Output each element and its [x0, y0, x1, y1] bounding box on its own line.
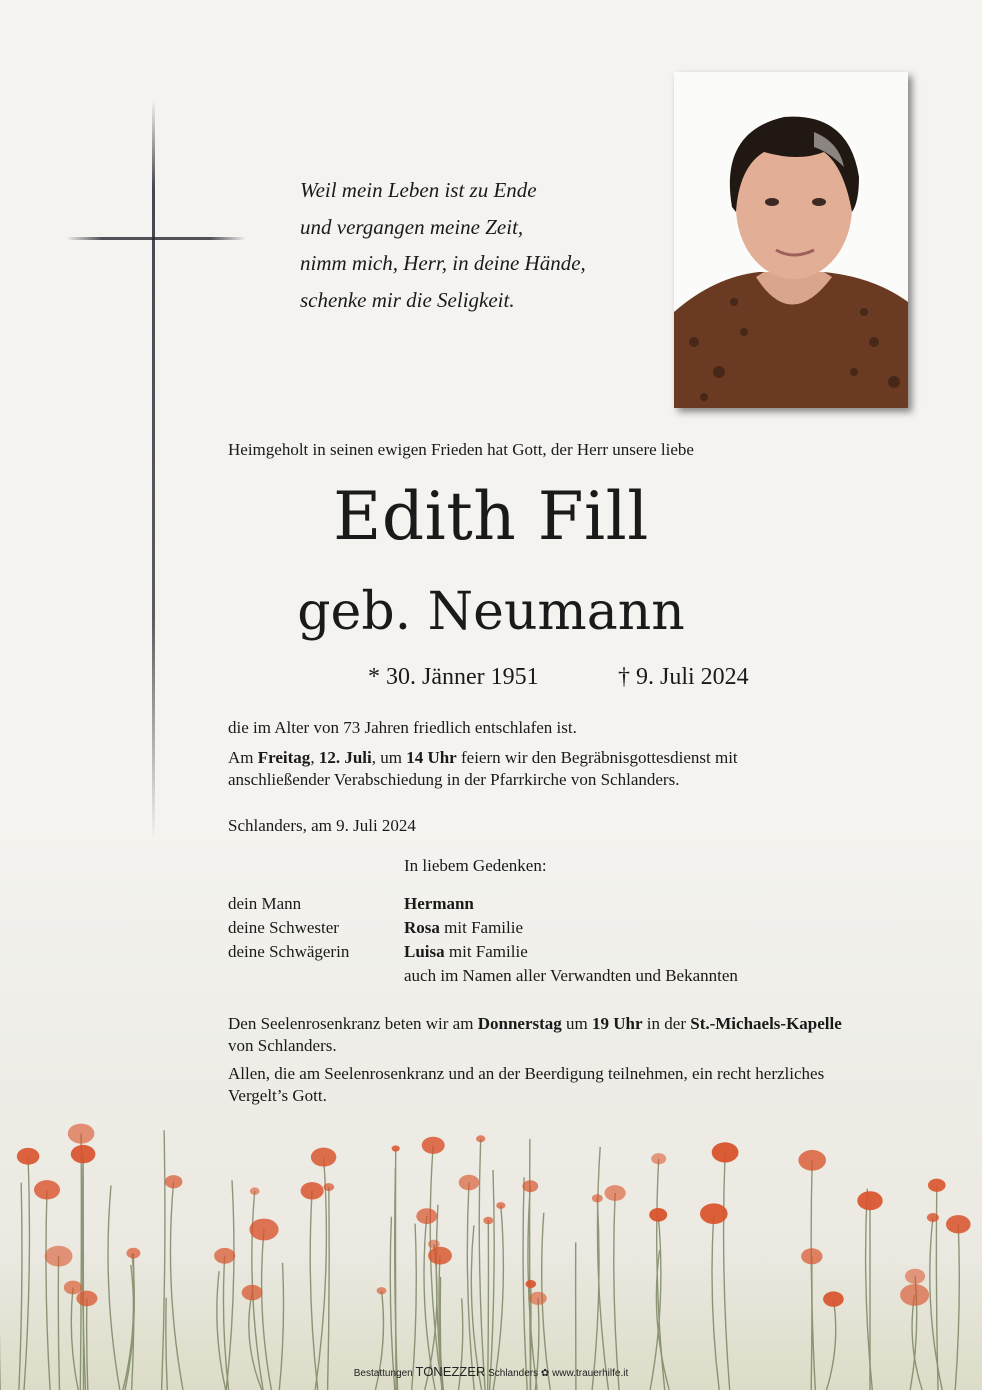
poppy-bloom — [928, 1179, 946, 1192]
cross-vertical-bar — [152, 100, 155, 840]
poppy-stem — [46, 1190, 50, 1390]
poppy-bloom — [801, 1248, 822, 1264]
footer — [0, 1364, 982, 1379]
poppy-bloom — [165, 1175, 183, 1188]
poppy-bloom — [522, 1180, 538, 1192]
poppy-bloom — [649, 1208, 667, 1222]
footer-website: www.trauerhilfe.it — [552, 1368, 629, 1379]
place-date: Schlanders, am 9. Juli 2024 — [228, 816, 416, 835]
verse-line-2: und vergangen meine Zeit, — [300, 214, 524, 239]
poppy-bloom — [651, 1153, 666, 1164]
poppy-bloom — [798, 1150, 826, 1171]
poppy-stem — [866, 1189, 873, 1390]
poppy-stem — [162, 1130, 165, 1390]
poppy-bloom — [311, 1148, 336, 1167]
mourner-name: Rosa mit Familie — [404, 918, 524, 937]
poppy-bloom — [323, 1183, 334, 1191]
intro-text: Heimgeholt in seinen ewigen Frieden hat Gott, der Herr unsere liebe — [228, 440, 694, 459]
mourner-relation: deine Schwester — [228, 918, 339, 937]
poppy-bloom — [34, 1180, 60, 1199]
poppy-bloom — [946, 1215, 971, 1233]
poppy-bloom — [301, 1182, 324, 1199]
poppy-bloom — [17, 1148, 40, 1165]
mourner-relation: deine Schwägerin — [228, 942, 350, 961]
poppy-stem — [226, 1180, 234, 1390]
poppy-stem — [328, 1187, 330, 1390]
poppy-bloom — [459, 1175, 480, 1190]
cross-horizontal-bar — [66, 237, 246, 240]
poppy-bloom — [823, 1291, 844, 1306]
poppy-bloom — [529, 1292, 547, 1305]
poppy-stem — [724, 1152, 730, 1390]
verse-line-1: Weil mein Leben ist zu Ende — [300, 178, 537, 202]
memory-heading: In liebem Gedenken: — [404, 856, 547, 875]
poppy-bloom — [45, 1246, 73, 1267]
mourner-relation: dein Mann — [228, 894, 302, 913]
poppy-bloom — [249, 1219, 278, 1241]
poppy-bloom — [592, 1194, 603, 1202]
maiden-name: geb. Neumann — [297, 582, 685, 642]
poppy-stem — [614, 1193, 619, 1390]
birth-date: * 30. Jänner 1951 — [368, 664, 539, 690]
mourner-name: Luisa mit Familie — [404, 942, 528, 961]
thanks-line-2: Vergelt’s Gott. — [228, 1086, 327, 1105]
poppy-stem — [108, 1185, 120, 1390]
poppy-bloom — [476, 1135, 485, 1142]
poppy-bloom — [250, 1187, 260, 1194]
poppy-bloom — [428, 1247, 452, 1265]
poppy-bloom — [483, 1217, 493, 1224]
poppy-bloom — [526, 1280, 537, 1288]
portrait-photo — [674, 72, 908, 408]
poppy-stem — [490, 1170, 495, 1390]
poppy-stem — [170, 1182, 183, 1390]
poppy-bloom — [76, 1291, 97, 1307]
poppy-meadow-illustration — [0, 1120, 982, 1390]
rosary-line-1: Den Seelenrosenkranz beten wir am Donnerstag um 19 Uhr in der St.-Michaels-Kapelle — [228, 1014, 842, 1033]
verse-line-4: schenke mir die Seligkeit. — [300, 287, 515, 312]
poppy-bloom — [68, 1124, 95, 1144]
mourners-extra: auch im Namen aller Verwandten und Bekannten — [404, 966, 738, 985]
footer-prefix: Bestattungen — [353, 1368, 413, 1379]
poppy-bloom — [416, 1208, 437, 1224]
footer-city: Schlanders — [488, 1368, 539, 1379]
poppy-bloom — [242, 1285, 263, 1301]
funeral-line-1: Am Freitag, 12. Juli, um 14 Uhr feiern wir den Begräbnisgottesdienst mit — [228, 748, 738, 767]
poppy-stem — [19, 1183, 22, 1390]
footer-brand: TONEZZER — [415, 1364, 486, 1379]
poppy-bloom — [64, 1281, 82, 1295]
poppy-bloom — [712, 1142, 739, 1162]
poppy-bloom — [927, 1213, 939, 1222]
age-line: die im Alter von 73 Jahren friedlich entschlafen ist. — [228, 718, 577, 737]
poppy-bloom — [126, 1248, 140, 1259]
poppy-bloom — [700, 1203, 728, 1224]
poppy-stem — [24, 1156, 29, 1390]
deceased-name: Edith Fill — [333, 478, 649, 555]
poppy-bloom — [905, 1269, 925, 1284]
poppy-bloom — [496, 1202, 505, 1209]
poppy-stem — [479, 1139, 485, 1390]
rosary-line-2: von Schlanders. — [228, 1036, 337, 1055]
poppy-bloom — [428, 1240, 440, 1249]
poppy-stem — [80, 1134, 81, 1390]
poppy-bloom — [214, 1248, 235, 1264]
poppy-stem — [310, 1191, 318, 1390]
funeral-line-2: anschließender Verabschiedung in der Pfarrkirche von Schlanders. — [228, 770, 680, 789]
poppy-bloom — [71, 1145, 96, 1163]
verse — [300, 172, 586, 318]
poppy-bloom — [377, 1287, 387, 1294]
verse-line-3: nimm mich, Herr, in deine Hände, — [300, 251, 586, 275]
death-date: † 9. Juli 2024 — [618, 664, 749, 690]
poppy-stem — [530, 1139, 531, 1390]
thanks-line-1: Allen, die am Seelenrosenkranz und an der Beerdigung teilnehmen, ein recht herzliches — [228, 1064, 825, 1083]
poppy-bloom — [900, 1284, 929, 1306]
footer-logo-icon: ✿ — [540, 1368, 550, 1379]
poppy-bloom — [857, 1191, 882, 1210]
mourner-name: Hermann — [404, 894, 474, 913]
poppy-bloom — [605, 1185, 626, 1201]
poppy-bloom — [392, 1145, 400, 1151]
poppy-bloom — [422, 1137, 445, 1154]
